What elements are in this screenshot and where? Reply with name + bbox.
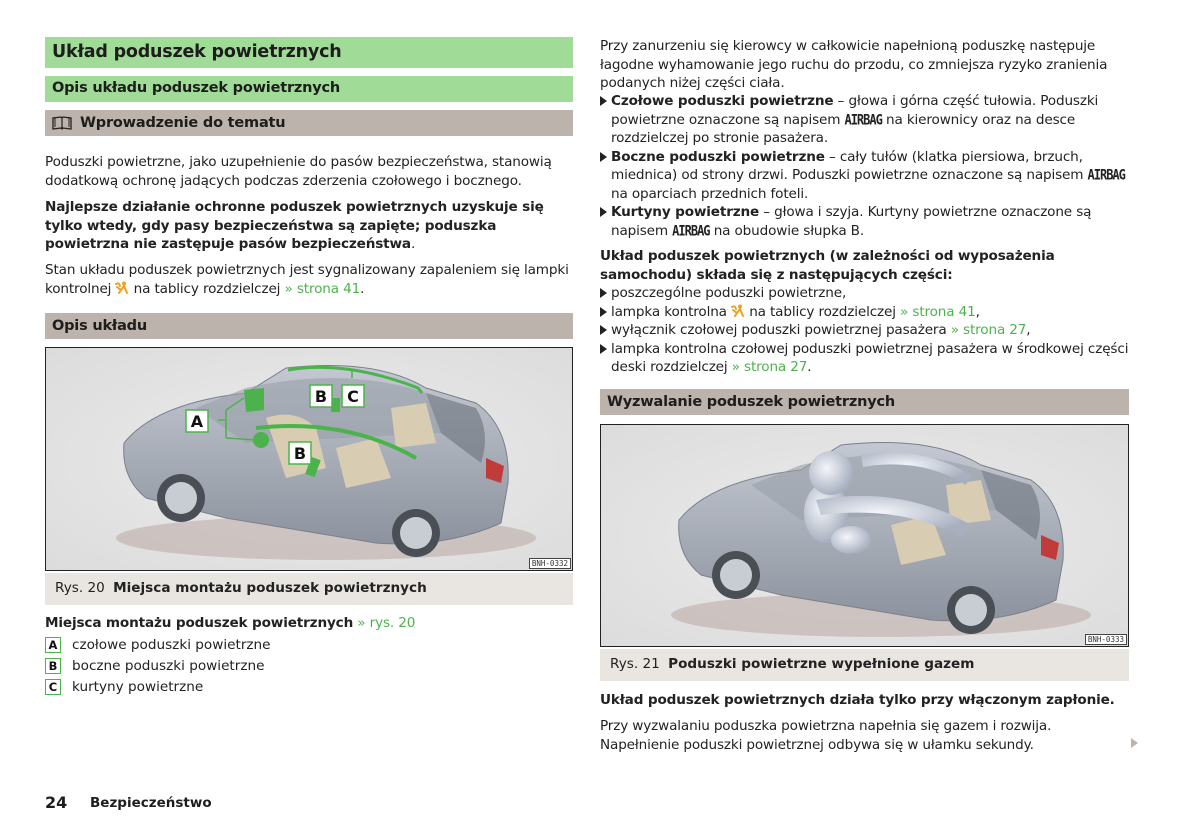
figure-20-caption — [45, 573, 573, 605]
system-description-header — [45, 313, 573, 339]
figure-code: BNH-0333 — [1085, 634, 1127, 645]
component-text: poszczególne poduszki powietrzne, — [611, 285, 847, 301]
component-item — [600, 303, 1129, 322]
bullet-text: – cały tułów (klatka piersiowa, brzuch, miednica) od strony drzwi. Poduszki powietrzne oznaczone są napisem — [611, 148, 1088, 183]
page-41-link[interactable]: » strona 41 — [900, 303, 976, 320]
status-end: . — [360, 280, 365, 297]
warning-bold-text: Najlepsze działanie ochronne poduszek powietrznych uzyskuje się tylko wtedy, gdy pasy bezpieczeństwa są zapięte; poduszka powietrzna nie zastępuje pasów bezpieczeństwa — [45, 199, 544, 252]
figure-21-deployed-airbags — [600, 424, 1129, 647]
bullet-text: na kierownicy oraz na desce rozdzielczej po stronie pasażera. — [611, 111, 1076, 146]
bullet-text: na oparciach przednich foteli. — [611, 185, 809, 202]
deployment-header — [600, 389, 1129, 415]
svg-text:B: B — [314, 387, 328, 406]
component-item — [600, 284, 1129, 303]
bullet-icon — [600, 325, 607, 335]
component-text: na tablicy rozdzielczej — [749, 303, 896, 320]
intro-header[interactable] — [45, 110, 573, 136]
page-41-link[interactable]: » strona 41 — [284, 280, 361, 297]
figure-code: BNH-0332 — [529, 558, 571, 569]
airbag-warning-icon — [115, 281, 129, 294]
component-text: lampka kontrolna czołowej poduszki powietrznej pasażera w środkowej części deski rozdzielczej — [611, 340, 1129, 375]
intro-paragraph: Poduszki powietrzne, jako uzupełnienie do pasów bezpieczeństwa, stanowią dodatkową ochronę jadących podczas zderzenia czołowego i bocznego. — [45, 154, 552, 189]
book-icon — [52, 116, 72, 130]
page-27-link[interactable]: » strona 27 — [731, 359, 808, 375]
bullet-icon — [600, 207, 607, 217]
status-paragraph — [45, 261, 573, 298]
status-text: Stan układu poduszek powietrznych jest sygnalizowany zapaleniem się lampki kontrolnej — [45, 262, 569, 297]
legend-item-a — [45, 634, 271, 655]
component-end: , — [1026, 322, 1031, 338]
airbag-marking: AIRBAG — [1087, 166, 1125, 184]
system-description-label: Opis układu — [52, 318, 147, 334]
bullet-bold: Kurtyny powietrzne — [611, 204, 760, 220]
intro-header-label: Wprowadzenie do tematu — [80, 115, 286, 131]
caption-title: Miejsca montażu poduszek powietrznych — [113, 580, 427, 596]
footer-section-title: Bezpieczeństwo — [90, 795, 212, 811]
bullet-icon — [600, 152, 607, 162]
bullet-text: – głowa i górna część tułowia. Poduszki powietrzne oznaczone są napisem — [611, 93, 1099, 128]
components-list — [600, 284, 1129, 377]
car-airbag-location-illustration — [46, 348, 573, 571]
legend-item-b — [45, 655, 271, 676]
bullet-side-airbags — [600, 148, 1129, 204]
svg-text:B: B — [293, 444, 307, 463]
legend-key: B — [45, 658, 61, 674]
bullet-text: na obudowie słupka B. — [709, 222, 865, 239]
deployed-side-airbag — [831, 526, 871, 554]
legend-list — [45, 634, 271, 697]
legend-text: kurtyny powietrzne — [72, 678, 204, 695]
section-title: Opis układu poduszek powietrznych — [45, 76, 573, 102]
ignition-note: Układ poduszek powietrznych działa tylko przy włączonym zapłonie. — [600, 692, 1115, 708]
figure-20-airbag-locations — [45, 347, 573, 571]
bullet-front-airbags — [600, 92, 1129, 148]
page-27-link[interactable]: » strona 27 — [950, 322, 1027, 338]
status-text-2: na tablicy rozdzielczej — [133, 280, 281, 297]
svg-text:A: A — [190, 412, 204, 431]
label-C — [342, 385, 364, 407]
bullet-icon — [600, 307, 607, 317]
warning-paragraph — [45, 198, 573, 254]
label-A — [186, 410, 208, 432]
legend-text: czołowe poduszki powietrzne — [72, 636, 271, 653]
airbag-warning-icon — [731, 304, 745, 317]
deployed-passenger-airbag — [809, 451, 853, 495]
component-text: lampka kontrolna — [611, 303, 727, 320]
components-title: Układ poduszek powietrznych (w zależności od wyposażenia samochodu) składa się z następujących części: — [600, 248, 1055, 283]
car-deployed-airbags-illustration — [601, 425, 1129, 647]
bullet-icon — [600, 96, 607, 106]
caption-title: Poduszki powietrzne wypełnione gazem — [668, 656, 975, 672]
continue-next-page-icon[interactable] — [1131, 738, 1138, 748]
airbag-types-list — [600, 92, 1129, 240]
legend-key: A — [45, 637, 61, 653]
bullet-text: – głowa i szyja. Kurtyny powietrzne oznaczone są napisem — [611, 204, 1092, 239]
legend-text: boczne poduszki powietrzne — [72, 657, 265, 674]
deployment-header-label: Wyzwalanie poduszek powietrznych — [607, 394, 895, 410]
bullet-icon — [600, 344, 607, 354]
svg-text:C: C — [347, 387, 359, 406]
airbag-marking: AIRBAG — [844, 111, 882, 128]
bullet-bold: Czołowe poduszki powietrzne — [611, 93, 834, 109]
component-end: , — [975, 303, 980, 320]
figure-21-caption — [600, 649, 1129, 681]
component-end: . — [807, 359, 812, 375]
legend-item-c — [45, 676, 271, 697]
bullet-bold: Boczne poduszki powietrzne — [611, 148, 825, 165]
airbag-marking: AIRBAG — [672, 222, 710, 239]
page-number: 24 — [45, 793, 68, 812]
legend-key: C — [45, 679, 61, 695]
figure-20-link[interactable]: » rys. 20 — [357, 615, 416, 631]
bullet-curtain-airbags — [600, 203, 1129, 240]
label-B-upper — [310, 385, 332, 407]
chapter-title: Układ poduszek powietrznych — [45, 37, 573, 68]
component-item — [600, 340, 1129, 377]
component-item — [600, 321, 1129, 340]
caption-number: Rys. 20 — [55, 580, 105, 596]
bullet-icon — [600, 288, 607, 298]
label-B-lower — [289, 442, 311, 464]
caption-number: Rys. 21 — [610, 656, 660, 672]
protection-paragraph: Przy zanurzeniu się kierowcy w całkowicie napełnioną poduszkę następuje łagodne wyhamowanie jego ruchu do przodu, co zmniejsza ryzyko zranienia podanych niżej części ciała. — [600, 38, 1108, 91]
warning-end: . — [410, 236, 416, 252]
front-airbag-driver — [244, 388, 264, 412]
component-text: wyłącznik czołowej poduszki powietrznej pasażera — [611, 322, 947, 338]
legend-title-text: Miejsca montażu poduszek powietrznych — [45, 615, 354, 631]
deployment-paragraph: Przy wyzwalaniu poduszka powietrzna napełnia się gazem i rozwija. Napełnienie poduszki powietrznej odbywa się w ułamku sekundy. — [600, 718, 1052, 753]
legend-title — [45, 614, 573, 633]
